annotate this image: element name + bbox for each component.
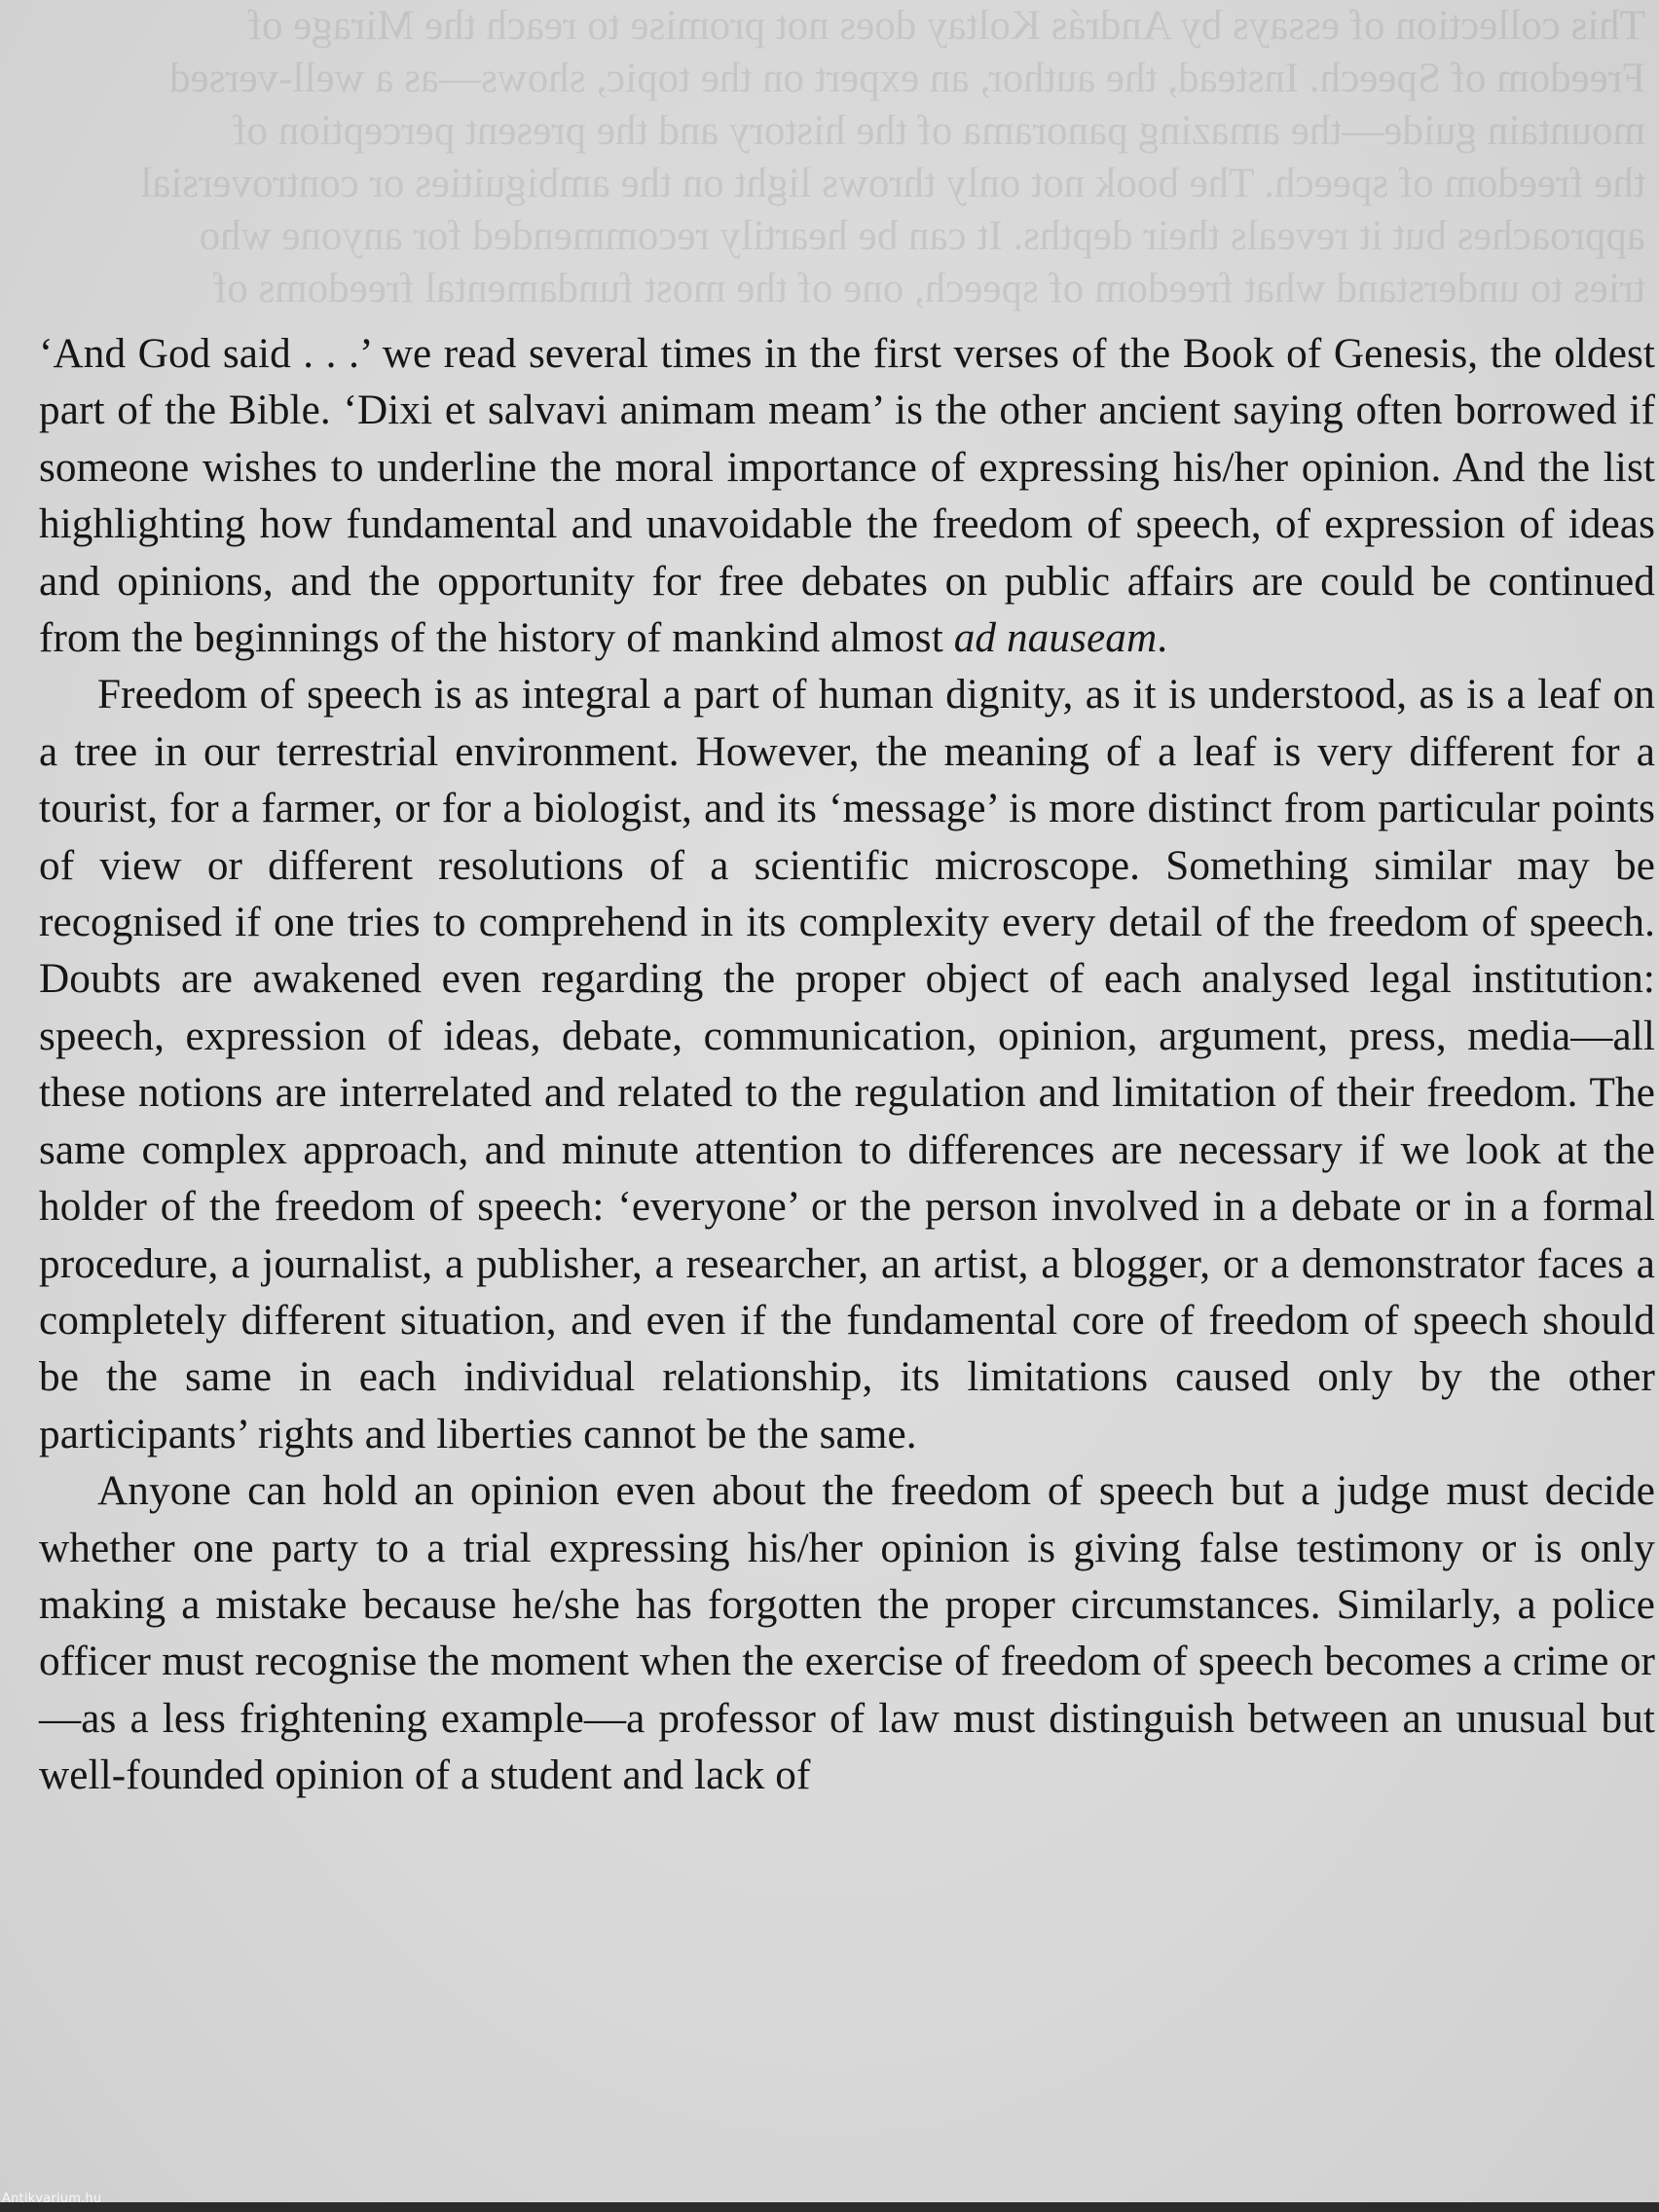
paragraph-2: Freedom of speech is as integral a part of human dignity, as it is understood, as is a leaf on a tree in our terrestrial environment. However, the meaning of a leaf is very different for a tourist, for a farmer, or for a biologist, and its ‘message’ is more distinct from particular points of view or different resolutions of a scientific microscope. Something similar may be recognised if one tries to comprehend in its complexity every detail of the freedom of speech. Doubts are awakened even regarding the proper object of each analysed legal institution: speech, expression of ideas, debate, communication, opinion, argument, press, media—all these notions are interrelated and related to the regulation and limitation of their freedom. The same complex approach, and minute attention to differences are necessary if we look at the holder of the freedom of speech: ‘everyone’ or the person involved in a debate or in a formal procedure, a journalist, a publisher, a researcher, an artist, a blogger, or a demonstrator faces a completely different situation, and even if the fundamental core of freedom of speech should be the same in each individual relationship, its limitations caused only by the other participants’ rights and liberties cannot be the same.: [39, 672, 1655, 1457]
show-through-line: This collection of essays by András Koltay does not promise to reach the Mirage of: [247, 3, 1645, 49]
show-through-line: mountain guide—the amazing panorama of the history and the present perception of: [233, 108, 1645, 154]
body-text: [39, 326, 1655, 1805]
scan-bottom-edge: [0, 2202, 1659, 2212]
watermark: Antikvarium.hu: [2, 2192, 102, 2206]
italic-phrase: ad nauseam: [953, 615, 1158, 662]
paragraph-1: [39, 326, 1655, 667]
show-through-line: Freedom of Speech. Instead, the author, an expert on the topic, shows—as a well-versed: [169, 55, 1645, 101]
paragraph-1-text: ‘And God said . . .’ we read several times in the first verses of the Book of Genesis, the oldest part of the Bible. ‘Dixi et salvavi animam meam’ is the other ancient saying often borrowed if someone wishes to underline the moral importance of expressing his/her opinion. And the list highlighting how fundamental and unavoidable the freedom of speech, of expression of ideas and opinions, and the opportunity for free debates on public affairs are could be continued from the beginnings of the history of mankind almost: [39, 331, 1655, 662]
show-through-line: tries to understand what freedom of speech, one of the most fundamental freedoms of: [212, 266, 1645, 312]
reverse-side-show-through: [29, 0, 1645, 315]
paragraph-1-end: .: [1157, 615, 1168, 662]
paragraph-3: Anyone can hold an opinion even about the freedom of speech but a judge must decide whether one party to a trial expressing his/her opinion is giving false testimony or is only making a mistake because he/she has forgotten the proper circumstances. Similarly, a police officer must recognise the moment when the exercise of freedom of speech becomes a crime or—as a less frightening example—a professor of law must distinguish between an unusual but well-founded opinion of a student and lack of: [39, 1468, 1655, 1799]
show-through-line: the freedom of speech. The book not only throws light on the ambiguities or controversial: [140, 161, 1645, 206]
show-through-line: approaches but it reveals their depths. It can be heartily recommended for anyone who: [199, 213, 1645, 259]
